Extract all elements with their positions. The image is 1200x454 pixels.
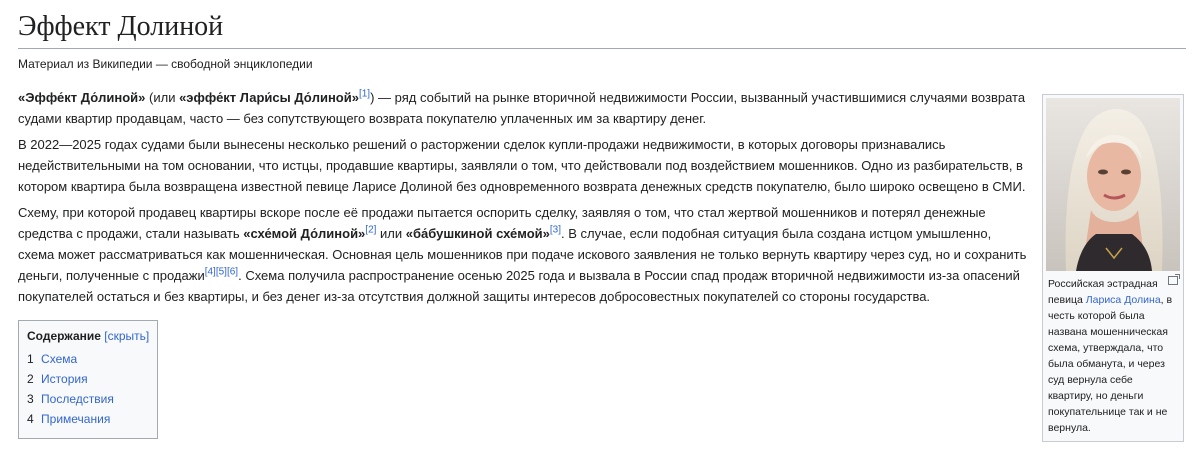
reference-link-1[interactable]: [1]	[358, 88, 371, 100]
infobox-thumbnail	[1042, 94, 1184, 442]
page-title: Эффект Долиной	[18, 0, 1186, 49]
term-effect-larisa-dolina: «эффе́кт Лари́сы До́линой»	[179, 90, 359, 105]
caption-link-larisa-dolina[interactable]: Лариса Долина	[1085, 294, 1161, 306]
term-grandma-scheme: «ба́бушкиной схе́мой»	[405, 226, 550, 241]
term-effect-dolina: «Эффе́кт До́линой»	[18, 90, 146, 105]
term-scheme-dolina: «схе́мой До́линой»	[243, 226, 366, 241]
toc-link-consequences[interactable]: Последствия	[41, 392, 114, 406]
paragraph-history: В 2022—2025 годах судами были вынесены несколько решений о расторжении сделок купли-продажи недвижимости, в которых договоры признавались недействительными на том основании, что истцы, продавшие квартиры, заявляли о том, что действовали под воздействием мошенников. Одно из разбирательств, в котором квартира была возвращена известной певице Ларисе Долиной без одновременного возврата денежных средств покупателю, было широко освещено в СМИ.	[18, 137, 1026, 194]
lead-paragraph	[18, 87, 1028, 129]
text-run: . В случае, если подобная ситуация была создана истцом умышленно, схема может рассматриваться как мошенническая. Основная цель мошенников при подаче искового заявления не только вернуть квартиру через суд, но и сохранить деньги, полученные с продажи	[18, 226, 1027, 283]
text-run: (или	[145, 90, 180, 105]
site-tagline: Материал из Википедии — свободной энциклопедии	[18, 57, 313, 71]
text-run: Схему, при которой продавец квартиры вскоре после её продажи пытается оспорить сделку, заявляя о том, что стал жертвой мошенников и потерял денежные средства с продажи, стали называть	[18, 205, 986, 241]
toc-item[interactable]	[27, 370, 149, 388]
infobox-caption	[1046, 271, 1180, 438]
toc-item[interactable]	[27, 410, 149, 428]
table-of-contents	[18, 320, 158, 439]
article-content	[18, 87, 1186, 439]
toc-title: Содержание	[27, 329, 101, 343]
toc-link-scheme[interactable]: Схема	[41, 352, 78, 366]
toc-item-number: 4	[27, 412, 34, 426]
article-body	[18, 87, 1028, 439]
caption-text: Российская эстрадная певица	[1048, 278, 1158, 306]
caption-text: , в честь которой была названа мошенническая схема, утверждала, что была обманута, и через суд вернула себе квартиру, но деньги покупательнице так и не вернула.	[1048, 294, 1173, 434]
enlarge-icon[interactable]	[1168, 276, 1178, 285]
reference-link-5[interactable]: [5]	[215, 266, 227, 278]
reference-link-6[interactable]: [6]	[226, 266, 239, 278]
toc-item-number: 1	[27, 352, 34, 366]
toc-item-number: 3	[27, 392, 34, 406]
toc-item-number: 2	[27, 372, 34, 386]
toc-header	[27, 327, 149, 345]
reference-link-3[interactable]: [3]	[549, 224, 562, 236]
toc-item[interactable]	[27, 350, 149, 368]
toc-link-notes[interactable]: Примечания	[41, 412, 111, 426]
reference-link-2[interactable]: [2]	[365, 224, 377, 236]
reference-link-4[interactable]: [4]	[204, 266, 216, 278]
text-run: . Схема получила распространение осенью 2025 года и вызвала в России спад продаж вторичной недвижимости из-за опасений покупателей остаться и без квартиры, и без денег из-за отсутствия должной защиты интересов добросовестных покупателей со стороны государства.	[18, 268, 1020, 304]
text-run: или	[376, 226, 406, 241]
text-run: ) — ряд событий на рынке вторичной недвижимости России, вызванный участившимися случаями возврата судами квартир продавцам, часто — без сопутствующего возврата покупателю уплаченных им за квартиру денег.	[18, 90, 1026, 126]
toc-item[interactable]	[27, 390, 149, 408]
toc-link-history[interactable]: История	[41, 372, 88, 386]
paragraph-scheme	[18, 202, 1028, 307]
toc-hide-toggle[interactable]: [скрыть]	[104, 329, 150, 343]
portrait-image[interactable]	[1046, 98, 1180, 271]
